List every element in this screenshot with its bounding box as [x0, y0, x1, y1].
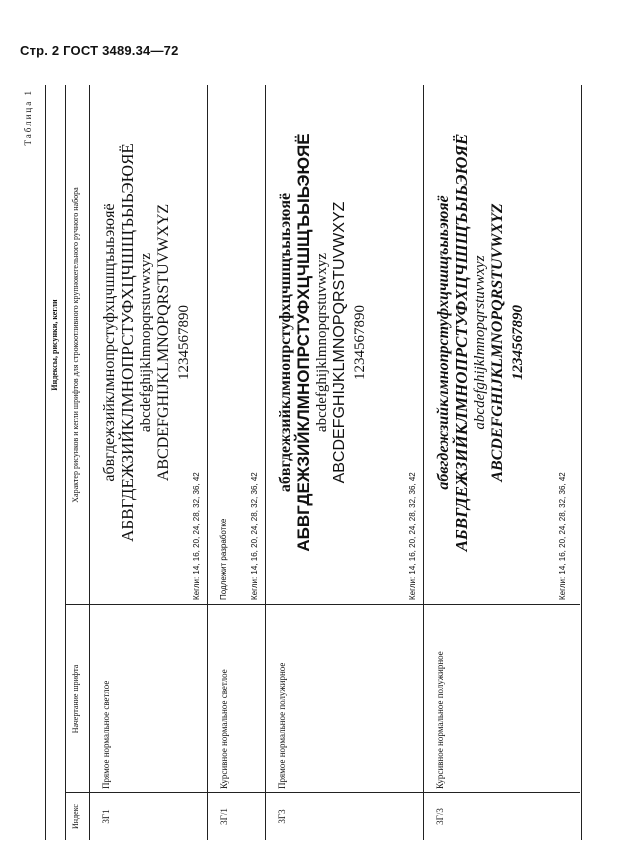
row-index: 3Г/3 — [435, 808, 445, 825]
column-header-name: Начертание шрифта — [71, 664, 80, 734]
page-header: Стр. 2 ГОСТ 3489.34—72 — [20, 43, 179, 58]
sample-latin-upper: ABCDEFGHIJKLMNOPQRSTUVWXYZ — [331, 201, 348, 484]
font-sample — [101, 85, 194, 600]
font-sample — [435, 85, 528, 600]
font-sizes: Кегли: 14, 16, 20, 24, 28, 32, 36, 42 — [558, 472, 567, 600]
sample-cyrillic-lower: абвгдежзийклмнопрстуфхцчшщъыьэюяё — [277, 192, 294, 493]
row-index: 3Г3 — [277, 809, 287, 824]
sample-digits: 1234567890 — [510, 305, 526, 380]
table-label: Таблица 1 — [23, 89, 33, 146]
column-rule — [65, 604, 580, 605]
column-header-index: Индекс — [71, 804, 80, 829]
sample-cyrillic-upper: АБВГДЕЖЗИЙКЛМНОПРСТУФХЦЧШЩЪЫЬЭЮЯЁ — [118, 143, 137, 542]
row-note: Подлежит разработке — [219, 518, 228, 600]
row-rule — [207, 85, 208, 840]
sample-cyrillic-upper: АБВГДЕЖЗИЙКЛМНОПРСТУФХЦЧШЩЪЫЬЭЮЯЁ — [294, 133, 313, 552]
row-name: Прямое нормальное полужирное — [277, 662, 287, 789]
column-header-sample: Характер рисунков и кегли шрифтов для строкоотливного крупнокегельного ручного набора — [71, 187, 80, 503]
row-name: Курсивное нормальное светлое — [219, 669, 229, 789]
row-name: Прямое нормальное светлое — [101, 680, 111, 789]
header-top-rule — [65, 85, 66, 840]
sample-digits: 1234567890 — [176, 305, 192, 380]
sample-latin-lower: abcdefghijklmnopqrstuvwxyz — [472, 255, 488, 430]
sample-cyrillic-lower: абвгдежзийклмнопрстуфхцчшщъыьэюяё — [435, 195, 452, 490]
header-top: Индексы, рисунки, кегли — [50, 299, 59, 391]
sample-latin-lower: abcdefghijklmnopqrstuvwxyz — [138, 252, 154, 433]
row-rule — [423, 85, 424, 840]
font-sizes: Кегли: 14, 16, 20, 24, 28, 32, 36, 42 — [408, 472, 417, 600]
row-index: 3Г1 — [101, 809, 111, 824]
header-bottom-rule — [89, 85, 90, 840]
row-name: Курсивное нормальное полужирное — [435, 651, 445, 789]
sample-latin-upper: ABCDEFGHIJKLMNOPQRSTUVWXYZ — [155, 203, 172, 482]
font-sizes: Кегли: 14, 16, 20, 24, 28, 32, 36, 42 — [250, 472, 259, 600]
font-table — [23, 85, 580, 840]
sample-digits: 1234567890 — [352, 305, 368, 380]
font-sizes: Кегли: 14, 16, 20, 24, 28, 32, 36, 42 — [192, 472, 201, 600]
sample-cyrillic-lower: абвгдежзийклмнопрстуфхцчшщъыьэюяё — [101, 203, 118, 482]
sample-latin-upper: ABCDEFGHIJKLMNOPQRSTUVWXYZ — [489, 203, 506, 482]
font-sample — [277, 85, 370, 600]
sample-latin-lower: abcdefghijklmnopqrstuvwxyz — [314, 252, 330, 433]
sample-cyrillic-upper: АБВГДЕЖЗИЙКЛМНОПРСТУФХЦЧШЩЪЫЬЭЮЯЁ — [452, 133, 471, 552]
row-rule — [265, 85, 266, 840]
column-rule — [65, 792, 580, 793]
row-index: 3Г/1 — [219, 808, 229, 825]
